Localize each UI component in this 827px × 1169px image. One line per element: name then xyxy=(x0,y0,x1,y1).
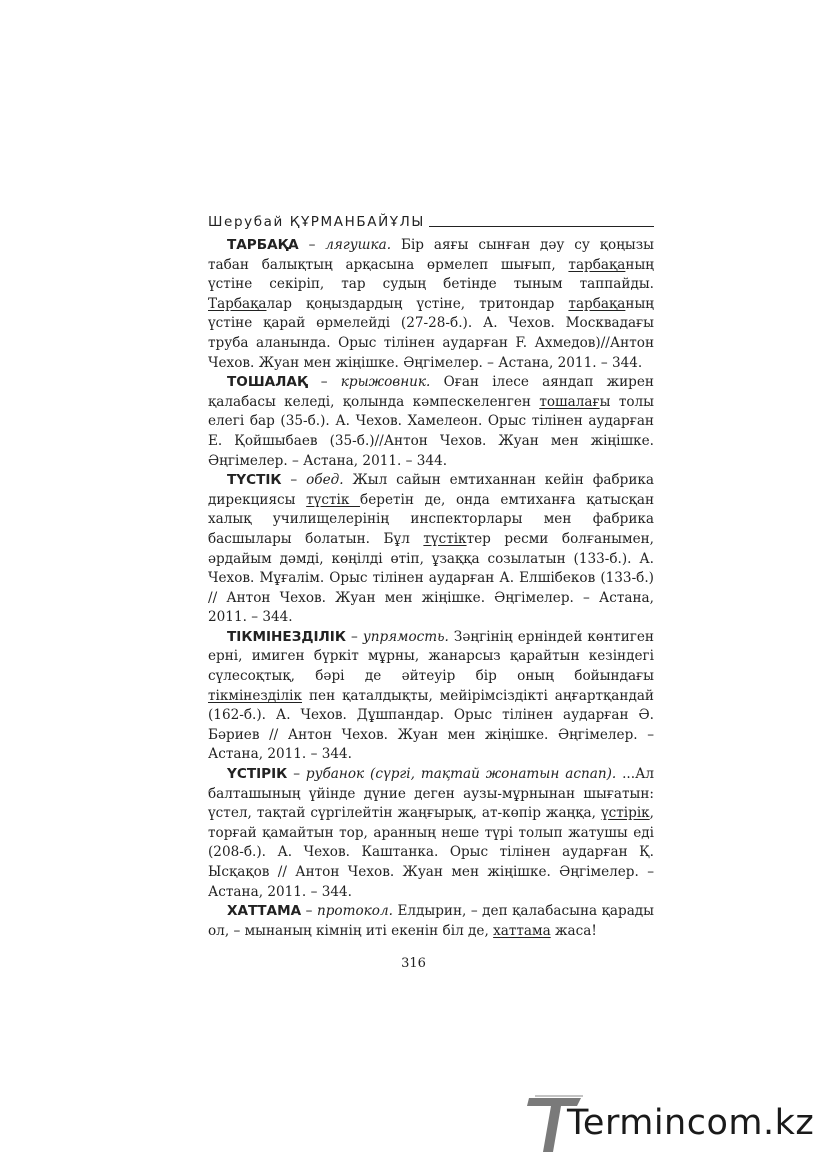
entry-headword: ТІКМІНЕЗДІЛІК xyxy=(227,628,346,645)
entry-text: ы толы елегі бар (35-б.). А. Чехов. Хамелеон. Орыс тілінен аударған Е. Қойшыбаев (35-б.)//Антон Чехов. Жуан мен жіңішке. Әңгімелер. – Астана, 2011. – 344. xyxy=(208,393,654,469)
entry-text: – xyxy=(307,374,341,391)
entry-translation: лягушка. xyxy=(325,237,392,253)
termincom-logo[interactable] xyxy=(525,1090,825,1160)
highlighted-term: тікмінезділік xyxy=(208,687,303,704)
dictionary-entry xyxy=(208,373,654,471)
entry-text: ...Ал балташының үйінде дүние деген аузы-мұрнынан шығатын: үстел, тақтай сүргілейтін жаңғырық, ат-көпір жаңқа, xyxy=(208,766,654,822)
entry-text: ның үстіне қарай өрмелейді (27-28-б.). А. Чехов. Москвадағы труба аланында. Орыс тілінен аударған F. Ахмедов)//Антон Чехов. Жуан мен жіңішке. Әңгімелер. – Астана, 2011. – 344. xyxy=(208,295,654,371)
highlighted-term: хаттама xyxy=(493,922,551,939)
dictionary-entry xyxy=(208,628,654,765)
entry-headword: ХАТТАМА xyxy=(227,903,302,920)
entry-text: – xyxy=(281,472,307,489)
highlighted-term: тарбақа xyxy=(568,295,626,312)
page-number: 316 xyxy=(401,956,426,971)
dictionary-entry xyxy=(208,765,654,902)
entry-text: ның үстіне секіріп, тар судың бетінде тыным таппайды. xyxy=(208,256,654,293)
entry-headword: ТҮСТІК xyxy=(227,472,282,489)
entry-text: – xyxy=(298,237,326,253)
entry-headword: ТОШАЛАҚ xyxy=(227,374,308,391)
entry-text: – xyxy=(345,628,363,645)
entry-headword: ҮСТІРІК xyxy=(227,766,288,783)
entry-text: беретін де, онда емтиханға қатысқан халық училищелерінің инспекторлары мен фабрика басшылары болатын. Бұл xyxy=(208,491,655,547)
entry-text: тер ресми болғанымен, әрдайым дәмді, көңілді өтіп, ұзаққа созылатын (133-б.). А. Чехов. Мұғалім. Орыс тілінен аударған А. Елшібеков (133-б.) // Антон Чехов. Жуан мен жіңішке. Әңгімелер. – Астана, 2011. – 344. xyxy=(208,530,654,626)
entry-text: лар қоңыздардың үстіне, тритондар xyxy=(266,295,569,312)
logo-text: Termincom.kz xyxy=(567,1103,815,1143)
entry-text: – xyxy=(301,903,317,920)
entry-translation: упрямость. xyxy=(362,628,449,645)
entry-translation: рубанок (сүргі, тақтай жонатын аспап). xyxy=(305,766,617,783)
dictionary-entry xyxy=(208,236,654,373)
entry-translation: обед. xyxy=(306,472,344,489)
running-header xyxy=(208,208,654,230)
highlighted-term: түстік xyxy=(423,530,467,547)
entry-text: Зәңгінің ерніндей көнтиген ерні, имиген бүркіт мұрны, жанарсыз қарайтын кезіндегі сүлесоқтық, бәрі де әйтеуір бір оның бойындағы xyxy=(208,628,654,685)
entry-text: , торғай қамайтын тор, аранның неше түрі толып жатушы еді (208-б.). А. Чехов. Каштанка. Орыс тілінен аударған Қ. Ысқақов // Антон Чехов. Жуан мен жіңішке. Әңгімелер. – Астана, 2011. – 344. xyxy=(208,805,654,900)
highlighted-term: тошалағ xyxy=(539,393,600,410)
header-rule xyxy=(429,226,654,227)
dictionary-entry xyxy=(208,902,654,941)
entry-text: Жыл сайын емтиханнан кейін фабрика дирекциясы xyxy=(208,472,654,508)
entry-translation: крыжовник. xyxy=(340,374,431,391)
entry-text: Елдырин, – деп қалабасына қарады ол, – мынаның кімнің иті екенін біл де, xyxy=(208,903,654,939)
highlighted-term: тарбақа xyxy=(568,256,626,273)
entry-headword: ТАРБАҚА xyxy=(227,237,299,253)
entry-text: – xyxy=(287,766,306,783)
highlighted-term: үстірік xyxy=(600,805,650,822)
entry-text: пен қаталдықты, мейірімсіздікті аңғартқандай (162-б.). А. Чехов. Дұшпандар. Орыс тілінен аударған Ә. Бәриев // Антон Чехов. Жуан мен жіңішке. Әңгімелер. – Астана, 2011. – 344. xyxy=(208,687,654,763)
dictionary-entry xyxy=(208,471,654,628)
entry-text: Оған ілесе аяндап жирен қалабасы келеді, қолында кәмпескеленген xyxy=(208,374,654,410)
dictionary-entries xyxy=(208,236,654,941)
highlighted-term: Тарбақа xyxy=(208,295,267,312)
highlighted-term: түстік xyxy=(306,491,361,508)
header-author: Шерубай ҚҰРМАНБАЙҰЛЫ xyxy=(208,214,425,230)
entry-translation: протокол. xyxy=(316,903,393,920)
entry-text: Бір аяғы сынған дәу су қоңызы табан балықтың арқасына өрмелеп шығып, xyxy=(208,237,654,273)
entry-text: жаса! xyxy=(550,922,597,939)
